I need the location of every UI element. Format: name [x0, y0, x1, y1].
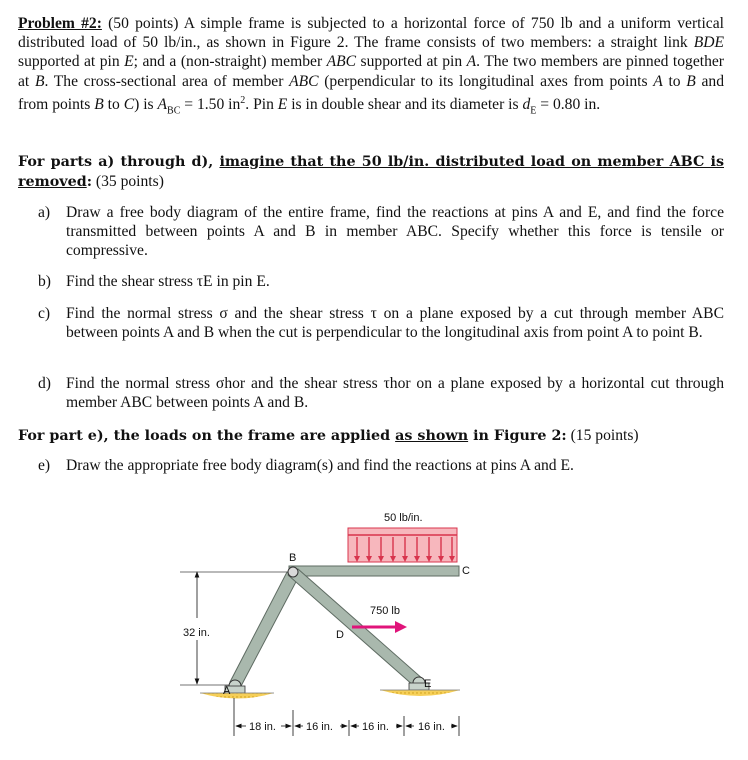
dim-1: 18 in.	[249, 721, 276, 733]
label-b: B	[289, 552, 297, 564]
label-e: E	[424, 678, 432, 690]
list-item: c) Find the normal stress σ and the shear stress τ on a plane exposed by a cut through member ABC between points A and B when the cut is perpendicular to the longitudinal axis from point A to point B.	[38, 305, 724, 342]
list-item: e) Draw the appropriate free body diagram(s) and find the reactions at pins A and E.	[38, 457, 574, 474]
force-label: 750 lb	[370, 605, 400, 617]
dim-3: 16 in.	[362, 721, 389, 733]
ground-a	[200, 693, 274, 699]
label-d: D	[336, 629, 344, 641]
dim-4: 16 in.	[418, 721, 445, 733]
parts-ad-heading: For parts a) through d), imagine that the 50 lb/in. distributed load on member ABC is removed: (35 points)	[18, 154, 724, 191]
problem-statement: Problem #2: (50 points) A simple frame is subjected to a horizontal force of 750 lb and a uniform vertical distributed load of 50 lb/in., as shown in Figure 2. The frame consists of two members: a straight link BDE supported at pin E; and a (non-straight) member ABC supported at pin A. The two members are pinned together at B. The cross-sectional area of member ABC (perpendicular to its longitudinal axes from points A to B and from points B to C) is $A_{BC} = 1.50$ $in^2$. Pin E is in double shear and its diameter is $d_E = 0.80$ in.	[18, 15, 724, 117]
label-c: C	[462, 565, 470, 577]
load-label: 50 lb/in.	[384, 512, 423, 524]
height-dimension: 32 in.	[183, 627, 210, 639]
part-e-heading: For part e), the loads on the frame are applied as shown in Figure 2: (15 points)	[18, 427, 639, 444]
distributed-load	[348, 528, 457, 562]
member-abc	[230, 566, 459, 688]
list-item: b) Find the shear stress τE in pin E.	[38, 273, 270, 290]
list-item: a) Draw a free body diagram of the entire frame, find the reactions at pins A and E, and find the force transmitted between points A and B in member ABC. Specify whether this force is tensile or compressive.	[38, 204, 724, 260]
problem-number: Problem #2:	[18, 15, 102, 32]
dim-2: 16 in.	[306, 721, 333, 733]
pin-b	[288, 567, 298, 577]
ground-e	[380, 690, 460, 696]
label-a: A	[223, 685, 231, 697]
list-item: d) Find the normal stress σhor and the shear stress τhor on a plane exposed by a horizontal cut through member ABC between points A and B.	[38, 375, 724, 412]
